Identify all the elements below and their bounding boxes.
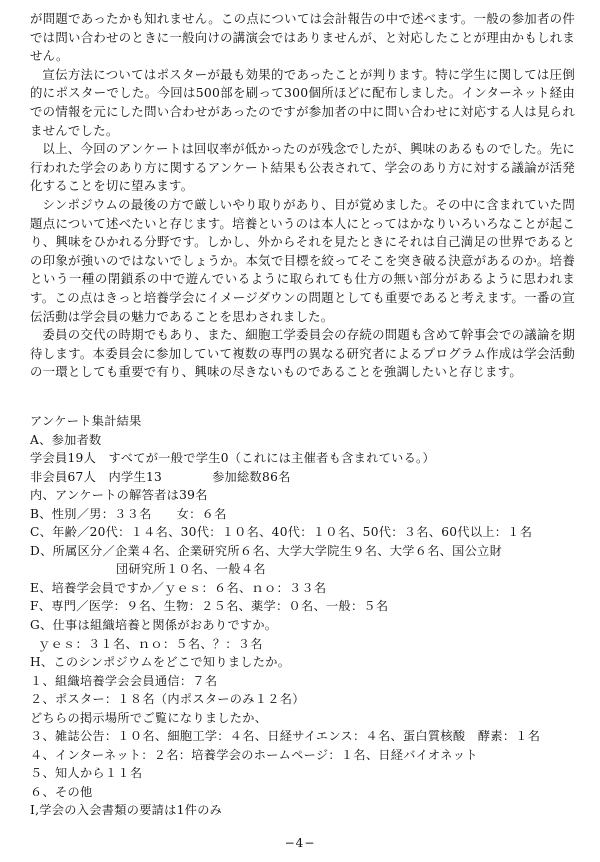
survey-line: ２、ポスター：１８名（内ポスターのみ１２名） [30,692,305,707]
paragraph-3: 以上、今回のアンケートは回収率が低かったのが残念でしたが、興味のあるものでした。先に行われた学会のあり方に関するアンケート結果も公表されて、学会のあり方に対する議論が活発化することを切に望みます。 [30,141,575,194]
paragraph-1: が問題であったかも知れません。この点については会計報告の中で述べます。一般の参加者の件では問い合わせのときに一般向けの講演会ではありませんが、と対応したことが理由かもしれません。 [30,11,575,64]
body-text [30,10,575,382]
survey-line: E、培養学会員ですか／ｙｅｓ：６名、ｎｏ：３３名 [30,580,327,595]
survey-line: ４、インターネット：２名：培養学会のホームページ：１名、日経バイオネット [30,747,478,762]
survey-line: H、このシンポジウムをどこで知りましたか。 [30,655,291,670]
survey-line: １、組織培養学会会員通信：７名 [30,673,218,688]
survey-line: ５、知人から１１名 [30,766,143,781]
survey-title: アンケート集計結果 [30,414,142,428]
survey-line: A、参加者数 [30,432,102,447]
survey-line: 学会員19人 すべてが一般で学生0（これには主催者も含まれている。） [30,451,435,466]
survey-line: ｙｅｓ：３１名、ｎｏ：５名、？：３名 [38,636,263,651]
survey-results [30,412,575,820]
survey-line: 内、アンケートの解答者は39名 [30,488,208,503]
paragraph-5: 委員の交代の時期でもあり、また、細胞工学委員会の存続の問題も含めて幹事会での議論を期待します。本委員会に参加していて複数の専門の異なる研究者によるプログラム作成は学会活動の一環としても重要で有り、興味の尽きないものであることを強調したいと存じます。 [30,327,575,380]
survey-line: ３、雑誌公告：１０名、細胞工学：４名、日経サイエンス：４名、蛋白質核酸 酵素：１名 [30,729,541,744]
paragraph-4: シンポジウムの最後の方で厳しいやり取りがあり、目が覚めました。その中に含まれていた問題点について述べたいと存じます。培養というのは本人にとってはかなりいろいろなことが起こり、興味をひかれる分野です。しかし、外からそれを見たときにそれは自己満足の世界であるとの印象が強いのではないでしょうか。本気で目標を絞ってそこを突き破る決意があるのか。培養という一種の閉鎖系の中で遊んでいるように取られても仕方の無い部分があるように思われます。この点はきっと培養学会にイメージダウンの問題としても重要であると考えます。一番の宣伝活動は学会員の魅力であることを思わされました。 [30,196,575,324]
survey-line: D、所属区分／企業４名、企業研究所６名、大学大学院生９名、大学６名、国公立財 [30,543,503,558]
survey-line: C、年齢／20代：１４名、30代：１０名、40代：１０名、50代：３名、60代以上：１名 [30,525,533,540]
survey-line: G、仕事は組織培養と関係がおありですか。 [30,618,278,633]
survey-line: ６、その他 [30,784,93,799]
page-number: −4− [284,836,316,850]
survey-line: 団研究所１０名、一般４名 [116,562,266,577]
survey-line: 非会員67人 内学生13 参加総数86名 [30,469,291,484]
survey-line: B、性別／男：３３名 女：６名 [30,506,227,521]
survey-line: どちらの掲示場所でご覧になりましたか、 [30,710,268,725]
paragraph-2: 宣伝方法についてはポスターが最も効果的であったことが判ります。特に学生に関しては圧倒的にポスターでした。今回は500部を刷って300個所ほどに配布しました。インターネット経由での情報を元にした問い合わせがあったのですが参加者の中に問い合わせに対応する人は見られませんでした。 [30,66,575,138]
survey-line: I,学会の入会書類の要請は1件のみ [30,803,223,818]
survey-line: F、専門／医学：９名、生物：２５名、薬学：０名、一般：５名 [30,599,389,614]
